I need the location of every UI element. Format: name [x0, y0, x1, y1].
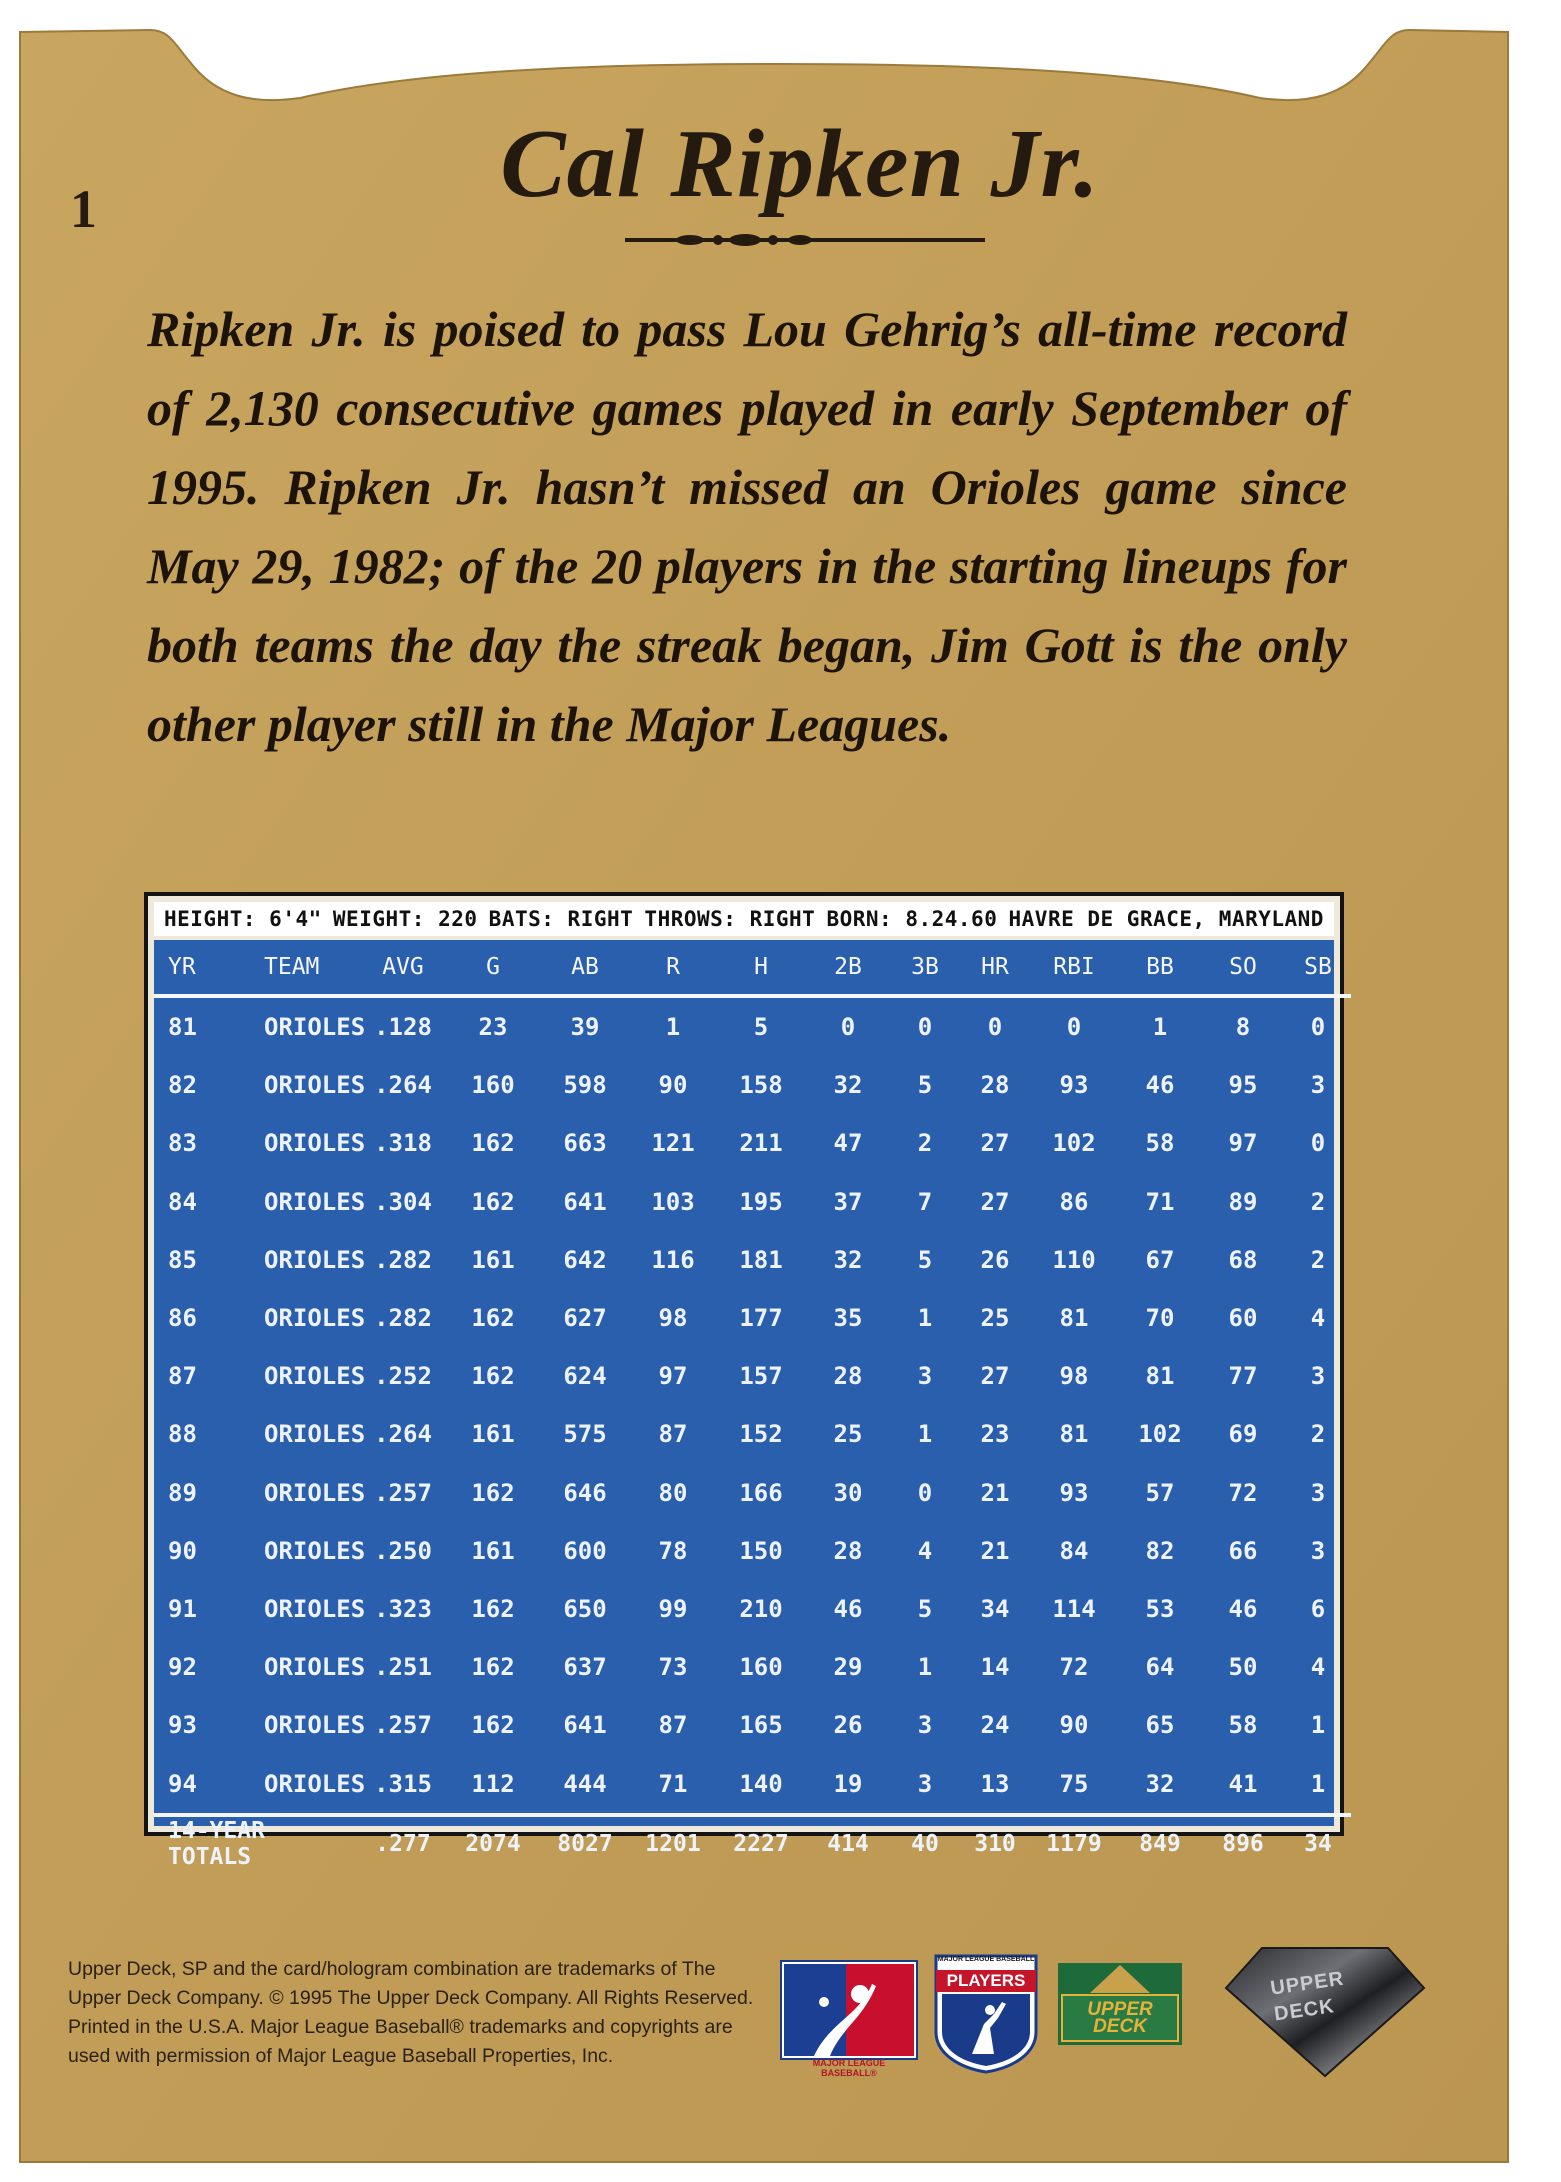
stat-cell-bb: 65: [1145, 1711, 1175, 1740]
stat-cell-bb: 58: [1145, 1129, 1175, 1158]
column-header-g: G: [447, 940, 539, 996]
column-header-h: H: [715, 940, 807, 996]
stat-cell-h: 177: [739, 1304, 783, 1333]
stat-cell-hr: 13: [980, 1769, 1010, 1798]
stat-cell-team: ORIOLES: [264, 1653, 366, 1682]
table-row: [154, 1231, 1351, 1289]
stat-cell-rbi: 84: [1059, 1536, 1089, 1565]
stat-cell-so: 95: [1228, 1071, 1258, 1100]
stat-cell-2b: 19: [833, 1769, 863, 1798]
stat-cell-sb: 1: [1310, 1769, 1326, 1798]
born-vital: BORN: 8.24.60: [826, 907, 998, 931]
column-header-r: R: [631, 940, 715, 996]
birthplace-vital: HAVRE DE GRACE, MARYLAND: [1008, 907, 1324, 931]
table-row: [154, 1405, 1351, 1463]
stat-cell-sb: 2: [1310, 1245, 1326, 1274]
mlb-batter-icon: [784, 1964, 914, 2056]
table-row: [154, 1638, 1351, 1696]
column-header-team: TEAM: [224, 940, 359, 996]
stat-cell-team: ORIOLES: [264, 1129, 366, 1158]
legal-text: [68, 1955, 754, 2071]
stat-cell-ab: 646: [563, 1478, 607, 1507]
stat-cell-bb: 71: [1145, 1187, 1175, 1216]
stat-cell-avg: .264: [374, 1071, 432, 1100]
totals-cell-ab: 8027: [539, 1815, 631, 1872]
stat-cell-2b: 28: [833, 1536, 863, 1565]
stat-cell-2b: 0: [840, 1013, 856, 1042]
stat-cell-sb: 0: [1310, 1013, 1326, 1042]
stat-cell-sb: 4: [1310, 1653, 1326, 1682]
stat-cell-avg: .264: [374, 1420, 432, 1449]
table-row: [154, 1464, 1351, 1522]
stat-cell-h: 160: [739, 1653, 783, 1682]
stat-cell-avg: .250: [374, 1536, 432, 1565]
stat-cell-bb: 70: [1145, 1304, 1175, 1333]
stat-cell-h: 211: [739, 1129, 783, 1158]
stat-cell-3b: 4: [917, 1536, 933, 1565]
stat-cell-yr: 82: [168, 1071, 197, 1100]
throws-vital: THROWS: RIGHT: [644, 907, 816, 931]
stat-cell-bb: 64: [1145, 1653, 1175, 1682]
stat-cell-team: ORIOLES: [264, 1013, 366, 1042]
stat-cell-g: 162: [471, 1304, 515, 1333]
stat-cell-g: 160: [471, 1071, 515, 1100]
stat-cell-rbi: 72: [1059, 1653, 1089, 1682]
column-header-2b: 2B: [807, 940, 889, 996]
stat-cell-r: 1: [665, 1013, 681, 1042]
stat-cell-yr: 85: [168, 1245, 197, 1274]
stat-cell-bb: 82: [1145, 1536, 1175, 1565]
stat-cell-3b: 1: [917, 1304, 933, 1333]
stat-cell-bb: 57: [1145, 1478, 1175, 1507]
stat-cell-yr: 93: [168, 1711, 197, 1740]
stat-cell-avg: .128: [374, 1013, 432, 1042]
stat-cell-g: 162: [471, 1187, 515, 1216]
stat-cell-yr: 86: [168, 1304, 197, 1333]
stat-cell-avg: .304: [374, 1187, 432, 1216]
column-header-hr: HR: [961, 940, 1029, 996]
table-row: [154, 1754, 1351, 1814]
stat-cell-bb: 46: [1145, 1071, 1175, 1100]
stat-cell-g: 161: [471, 1420, 515, 1449]
stat-cell-so: 60: [1228, 1304, 1258, 1333]
stat-cell-h: 181: [739, 1245, 783, 1274]
stat-cell-rbi: 114: [1052, 1594, 1096, 1623]
totals-cell-avg: .277: [359, 1815, 447, 1872]
stat-cell-3b: 3: [917, 1711, 933, 1740]
stats-body: [154, 996, 1351, 1815]
legal-line: Upper Deck, SP and the card/hologram combination are trademarks of The: [68, 1958, 716, 1980]
mlbpa-logo: [932, 1954, 1040, 2074]
totals-cell-r: 1201: [631, 1815, 715, 1872]
stat-cell-2b: 46: [833, 1594, 863, 1623]
stat-cell-hr: 21: [980, 1536, 1010, 1565]
stat-cell-yr: 89: [168, 1478, 197, 1507]
upper-deck-wordmark: UPPER DECK: [1087, 1999, 1153, 2037]
stat-cell-so: 69: [1228, 1420, 1258, 1449]
stat-cell-ab: 624: [563, 1362, 607, 1391]
column-header-so: SO: [1201, 940, 1285, 996]
stat-cell-bb: 102: [1138, 1420, 1182, 1449]
stat-cell-ab: 641: [563, 1711, 607, 1740]
stat-cell-g: 162: [471, 1478, 515, 1507]
stat-cell-2b: 32: [833, 1071, 863, 1100]
mlb-logo: [782, 1962, 916, 2078]
stat-cell-g: 112: [471, 1769, 515, 1798]
column-header-rbi: RBI: [1029, 940, 1119, 996]
mlb-caption: MAJOR LEAGUE BASEBALL®: [812, 2058, 886, 2078]
column-header-avg: AVG: [359, 940, 447, 996]
stat-cell-rbi: 90: [1059, 1711, 1089, 1740]
stat-cell-hr: 24: [980, 1711, 1010, 1740]
stat-cell-2b: 47: [833, 1129, 863, 1158]
stats-totals: [154, 1815, 1351, 1872]
stat-cell-ab: 598: [563, 1071, 607, 1100]
stat-cell-r: 87: [658, 1420, 688, 1449]
vitals-strip: [154, 902, 1334, 936]
weight-vital: WEIGHT: 220: [332, 907, 478, 931]
stat-cell-3b: 3: [917, 1769, 933, 1798]
player-name: Cal Ripken Jr.: [500, 110, 1100, 218]
stat-cell-avg: .323: [374, 1594, 432, 1623]
stat-cell-yr: 88: [168, 1420, 197, 1449]
stat-cell-sb: 2: [1310, 1420, 1326, 1449]
bats-vital: BATS: RIGHT: [488, 907, 634, 931]
stat-cell-g: 162: [471, 1653, 515, 1682]
stat-cell-hr: 28: [980, 1071, 1010, 1100]
stat-cell-so: 97: [1228, 1129, 1258, 1158]
stat-cell-h: 157: [739, 1362, 783, 1391]
stat-cell-so: 89: [1228, 1187, 1258, 1216]
stat-cell-r: 78: [658, 1536, 688, 1565]
stat-cell-team: ORIOLES: [264, 1478, 366, 1507]
stat-cell-r: 90: [658, 1071, 688, 1100]
stat-cell-r: 99: [658, 1594, 688, 1623]
stat-cell-rbi: 81: [1059, 1304, 1089, 1333]
totals-cell-bb: 849: [1119, 1815, 1201, 1872]
stat-cell-g: 162: [471, 1129, 515, 1158]
stat-cell-sb: 3: [1310, 1362, 1326, 1391]
stat-cell-so: 66: [1228, 1536, 1258, 1565]
stat-cell-bb: 53: [1145, 1594, 1175, 1623]
stat-cell-so: 46: [1228, 1594, 1258, 1623]
stat-cell-h: 166: [739, 1478, 783, 1507]
stat-cell-g: 161: [471, 1245, 515, 1274]
stat-cell-3b: 0: [917, 1013, 933, 1042]
legal-line: Printed in the U.S.A. Major League Baseball® trademarks and copyrights are: [68, 2016, 733, 2038]
stat-cell-so: 68: [1228, 1245, 1258, 1274]
stat-cell-g: 161: [471, 1536, 515, 1565]
stat-cell-rbi: 93: [1059, 1478, 1089, 1507]
totals-cell-sb: 34: [1285, 1815, 1351, 1872]
stat-cell-team: ORIOLES: [264, 1304, 366, 1333]
table-row: [154, 1580, 1351, 1638]
height-vital: HEIGHT: 6'4": [164, 907, 322, 931]
column-header-ab: AB: [539, 940, 631, 996]
stat-cell-bb: 32: [1145, 1769, 1175, 1798]
totals-cell-2b: 414: [807, 1815, 889, 1872]
stat-cell-rbi: 86: [1059, 1187, 1089, 1216]
stat-cell-hr: 14: [980, 1653, 1010, 1682]
mlbpa-players-text: PLAYERS: [936, 1970, 1036, 1992]
stats-header: [154, 940, 1351, 996]
stat-cell-3b: 0: [917, 1478, 933, 1507]
stat-cell-hr: 23: [980, 1420, 1010, 1449]
totals-label: 14-YEAR TOTALS: [154, 1815, 359, 1872]
totals-cell-3b: 40: [889, 1815, 961, 1872]
hologram: [1222, 1944, 1428, 2080]
stat-cell-2b: 25: [833, 1420, 863, 1449]
mlbpa-top-text: MAJOR LEAGUE BASEBALL: [937, 1956, 1035, 1963]
stat-cell-rbi: 0: [1066, 1013, 1082, 1042]
stat-cell-hr: 27: [980, 1187, 1010, 1216]
stat-cell-hr: 34: [980, 1594, 1010, 1623]
stat-cell-bb: 81: [1145, 1362, 1175, 1391]
stat-cell-3b: 7: [917, 1187, 933, 1216]
table-row: [154, 1173, 1351, 1231]
stat-cell-avg: .257: [374, 1478, 432, 1507]
stat-cell-team: ORIOLES: [264, 1187, 366, 1216]
stat-cell-sb: 3: [1310, 1536, 1326, 1565]
stat-cell-yr: 94: [168, 1769, 197, 1798]
stat-cell-so: 8: [1235, 1013, 1251, 1042]
stat-cell-r: 73: [658, 1653, 688, 1682]
stat-cell-so: 50: [1228, 1653, 1258, 1682]
hologram-text: UPPER DECK: [1269, 1967, 1346, 2026]
stat-cell-3b: 5: [917, 1245, 933, 1274]
stat-cell-ab: 444: [563, 1769, 607, 1798]
stat-cell-3b: 1: [917, 1653, 933, 1682]
table-row: [154, 1114, 1351, 1172]
stat-box: [144, 892, 1344, 1871]
stat-cell-team: ORIOLES: [264, 1711, 366, 1740]
stat-cell-hr: 25: [980, 1304, 1010, 1333]
stat-cell-rbi: 81: [1059, 1420, 1089, 1449]
stat-cell-rbi: 98: [1059, 1362, 1089, 1391]
stat-cell-so: 41: [1228, 1769, 1258, 1798]
upper-deck-logo: [1058, 1963, 1182, 2045]
totals-cell-rbi: 1179: [1029, 1815, 1119, 1872]
stat-cell-r: 87: [658, 1711, 688, 1740]
stat-cell-yr: 92: [168, 1653, 197, 1682]
totals-cell-so: 896: [1201, 1815, 1285, 1872]
stat-cell-hr: 26: [980, 1245, 1010, 1274]
table-row: [154, 1522, 1351, 1580]
stat-cell-hr: 0: [987, 1013, 1003, 1042]
stat-cell-rbi: 102: [1052, 1129, 1096, 1158]
stat-cell-yr: 90: [168, 1536, 197, 1565]
stat-cell-team: ORIOLES: [264, 1594, 366, 1623]
stat-cell-ab: 637: [563, 1653, 607, 1682]
stat-cell-h: 165: [739, 1711, 783, 1740]
stat-cell-rbi: 110: [1052, 1245, 1096, 1274]
legal-line: Upper Deck Company. © 1995 The Upper Deck Company. All Rights Reserved.: [68, 1987, 754, 2009]
stat-cell-yr: 91: [168, 1594, 197, 1623]
stat-cell-yr: 83: [168, 1129, 197, 1158]
card-number: 1: [70, 179, 97, 239]
stat-cell-3b: 1: [917, 1420, 933, 1449]
table-row: [154, 996, 1351, 1056]
stat-cell-sb: 1: [1310, 1711, 1326, 1740]
stat-cell-g: 162: [471, 1711, 515, 1740]
stat-cell-h: 210: [739, 1594, 783, 1623]
stat-cell-h: 5: [753, 1013, 769, 1042]
stat-cell-r: 121: [651, 1129, 695, 1158]
stats-table: [154, 940, 1351, 1872]
stat-cell-h: 140: [739, 1769, 783, 1798]
stat-cell-bb: 67: [1145, 1245, 1175, 1274]
table-row: [154, 1347, 1351, 1405]
stat-cell-2b: 26: [833, 1711, 863, 1740]
stat-cell-team: ORIOLES: [264, 1071, 366, 1100]
totals-cell-h: 2227: [715, 1815, 807, 1872]
stat-cell-team: ORIOLES: [264, 1362, 366, 1391]
stat-cell-avg: .251: [374, 1653, 432, 1682]
stat-cell-ab: 663: [563, 1129, 607, 1158]
stat-cell-3b: 2: [917, 1129, 933, 1158]
stat-cell-sb: 3: [1310, 1071, 1326, 1100]
stat-cell-2b: 28: [833, 1362, 863, 1391]
column-header-bb: BB: [1119, 940, 1201, 996]
totals-cell-g: 2074: [447, 1815, 539, 1872]
stat-cell-team: ORIOLES: [264, 1769, 366, 1798]
stat-cell-avg: .257: [374, 1711, 432, 1740]
stat-cell-r: 80: [658, 1478, 688, 1507]
column-header-yr: YR: [154, 940, 224, 996]
stat-cell-sb: 3: [1310, 1478, 1326, 1507]
stat-cell-r: 116: [651, 1245, 695, 1274]
stat-cell-ab: 650: [563, 1594, 607, 1623]
player-bio: Ripken Jr. is poised to pass Lou Gehrig’s all-time record of 2,130 consecutive games played in early September of 1995. Ripken Jr. hasn’t missed an Orioles game since May 29, 1982; of the 20 players in the starting lineups for both teams the day the streak began, Jim Gott is the only other player still in the Major Leagues.: [147, 301, 1347, 752]
stat-cell-ab: 641: [563, 1187, 607, 1216]
stat-cell-2b: 32: [833, 1245, 863, 1274]
stat-cell-avg: .282: [374, 1245, 432, 1274]
stat-cell-ab: 600: [563, 1536, 607, 1565]
stat-cell-avg: .318: [374, 1129, 432, 1158]
column-header-3b: 3B: [889, 940, 961, 996]
stat-cell-r: 98: [658, 1304, 688, 1333]
stat-cell-2b: 35: [833, 1304, 863, 1333]
table-row: [154, 1056, 1351, 1114]
stat-cell-2b: 29: [833, 1653, 863, 1682]
table-row: [154, 1696, 1351, 1754]
stat-cell-so: 72: [1228, 1478, 1258, 1507]
totals-cell-hr: 310: [961, 1815, 1029, 1872]
stat-cell-so: 58: [1228, 1711, 1258, 1740]
stat-cell-r: 103: [651, 1187, 695, 1216]
stat-cell-3b: 5: [917, 1071, 933, 1100]
table-row: [154, 1289, 1351, 1347]
stat-cell-hr: 27: [980, 1362, 1010, 1391]
stat-cell-g: 162: [471, 1362, 515, 1391]
stat-cell-h: 158: [739, 1071, 783, 1100]
stat-cell-sb: 6: [1310, 1594, 1326, 1623]
stat-cell-ab: 627: [563, 1304, 607, 1333]
stat-cell-rbi: 75: [1059, 1769, 1089, 1798]
stat-cell-2b: 30: [833, 1478, 863, 1507]
stat-cell-team: ORIOLES: [264, 1536, 366, 1565]
stat-cell-bb: 1: [1152, 1013, 1168, 1042]
stat-cell-3b: 3: [917, 1362, 933, 1391]
stat-cell-avg: .315: [374, 1769, 432, 1798]
stat-cell-yr: 84: [168, 1187, 197, 1216]
stat-cell-yr: 81: [168, 1013, 197, 1042]
stat-cell-yr: 87: [168, 1362, 197, 1391]
stat-cell-g: 23: [478, 1013, 508, 1042]
stat-cell-sb: 2: [1310, 1187, 1326, 1216]
stat-cell-h: 150: [739, 1536, 783, 1565]
stat-cell-sb: 4: [1310, 1304, 1326, 1333]
stat-cell-g: 162: [471, 1594, 515, 1623]
stat-cell-team: ORIOLES: [264, 1420, 366, 1449]
stat-cell-ab: 39: [570, 1013, 600, 1042]
stat-cell-hr: 21: [980, 1478, 1010, 1507]
stats-panel: [154, 940, 1334, 1871]
stat-cell-h: 195: [739, 1187, 783, 1216]
stat-cell-hr: 27: [980, 1129, 1010, 1158]
stat-cell-3b: 5: [917, 1594, 933, 1623]
legal-line: used with permission of Major League Baseball Properties, Inc.: [68, 2045, 614, 2067]
stat-cell-avg: .252: [374, 1362, 432, 1391]
stat-cell-avg: .282: [374, 1304, 432, 1333]
stat-cell-rbi: 93: [1059, 1071, 1089, 1100]
stat-cell-ab: 575: [563, 1420, 607, 1449]
stat-cell-2b: 37: [833, 1187, 863, 1216]
column-header-sb: SB: [1285, 940, 1351, 996]
stat-cell-r: 71: [658, 1769, 688, 1798]
stat-cell-h: 152: [739, 1420, 783, 1449]
stat-cell-so: 77: [1228, 1362, 1258, 1391]
stat-cell-sb: 0: [1310, 1129, 1326, 1158]
stat-cell-r: 97: [658, 1362, 688, 1391]
stat-cell-ab: 642: [563, 1245, 607, 1274]
stat-cell-team: ORIOLES: [264, 1245, 366, 1274]
